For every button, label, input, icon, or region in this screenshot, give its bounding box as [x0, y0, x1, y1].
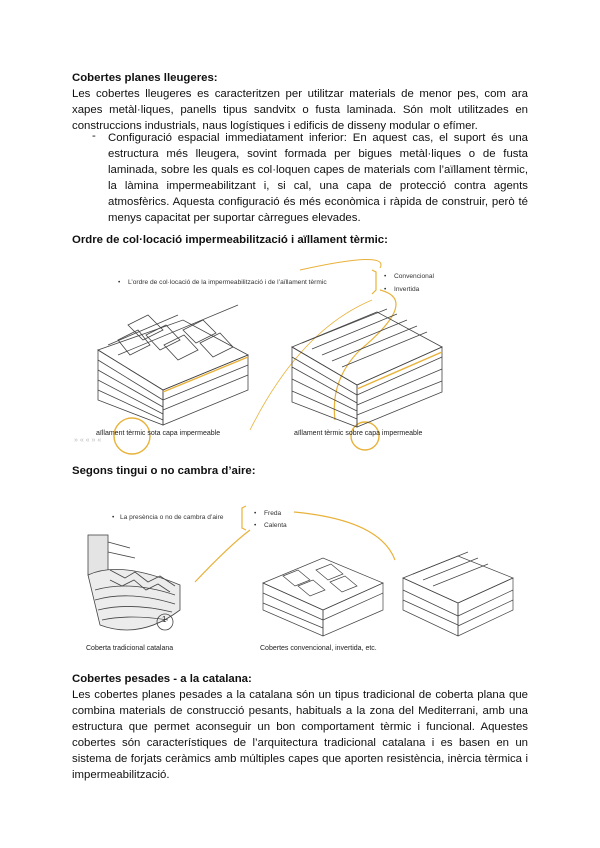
option-invertida: Invertida [394, 286, 420, 293]
caption-inverted: aïllament tèrmic sobre capa impermeable [294, 430, 423, 437]
sketch-conventional-small [258, 548, 388, 638]
option-convencional: Convencional [394, 273, 434, 280]
section2-heading: Ordre de col·locació impermeabilització i aïllament tèrmic: [72, 234, 388, 246]
section3-heading: Segons tingui o no cambra d’aire: [72, 465, 256, 477]
sketch-inverted-small [398, 548, 518, 638]
section3-note-bullet: • [112, 514, 115, 521]
section2-footer-mark: » « « » « [74, 437, 102, 444]
figure-number: 1 [162, 615, 167, 624]
option-calenta: Calenta [264, 522, 287, 529]
bullet-dash: - [92, 130, 96, 142]
sketch-catalan-roof [80, 530, 190, 640]
section2-note: L’ordre de col·locació de la impermeabilització i de l’aïllament tèrmic [128, 279, 327, 286]
option-bullet-1: • [384, 273, 387, 280]
option-bullet-freda: • [254, 510, 257, 517]
section1-paragraph: Les cobertes lleugeres es caracteritzen per utilitzar materials de menor pes, com ara xapes metàl·liques, panells tipus sandvitx o fusta laminada. Són molt utilitzades en construccions industrials, naus logístiques i edificis de disseny modular o efímer. [72, 88, 528, 132]
section3-note: La presència o no de cambra d’aire [120, 514, 224, 521]
section4-paragraph: Les cobertes planes pesades a la catalana són un tipus tradicional de coberta plana que combina materials de construcció pesants, habituals a la zona del Mediterrani, amb una estructura que permet aconseguir un bon comportament tèrmic i funcional. Aquestes cobertes són característiques de l’arquitectura tradicional catalana i es basen en un sistema de forjats ceràmics amb múltiples capes que aporten resistència, inèrcia tèrmica i impermeabilització. [72, 689, 528, 781]
option-bullet-2: • [384, 286, 387, 293]
option-freda: Freda [264, 510, 282, 517]
section1-bullet: Configuració espacial immediatament inferior: En aquest cas, el suport és una estructura més lleugera, sovint formada per bigues metàl·liques o de fusta laminada, sobre les quals es col·loquen capes de materials com l’aïllament tèrmic, la làmina impermeabilitzant i, si cal, una capa de protecció contra agents atmosfèrics. Aquesta configuració és més econòmica i ràpida de construir, però té menys capacitat per suportar càrregues elevades. [108, 132, 528, 224]
section2-note-bullet: • [118, 279, 121, 286]
caption-catalan: Coberta tradicional catalana [86, 645, 174, 652]
caption-conventional: aïllament tèrmic sota capa impermeable [96, 430, 221, 437]
section1-heading: Cobertes planes lleugeres: [72, 72, 218, 84]
caption-conventional-inverted: Cobertes convencional, invertida, etc. [260, 645, 377, 652]
option-bullet-calenta: • [254, 522, 257, 529]
section4-heading: Cobertes pesades - a la catalana: [72, 673, 252, 685]
